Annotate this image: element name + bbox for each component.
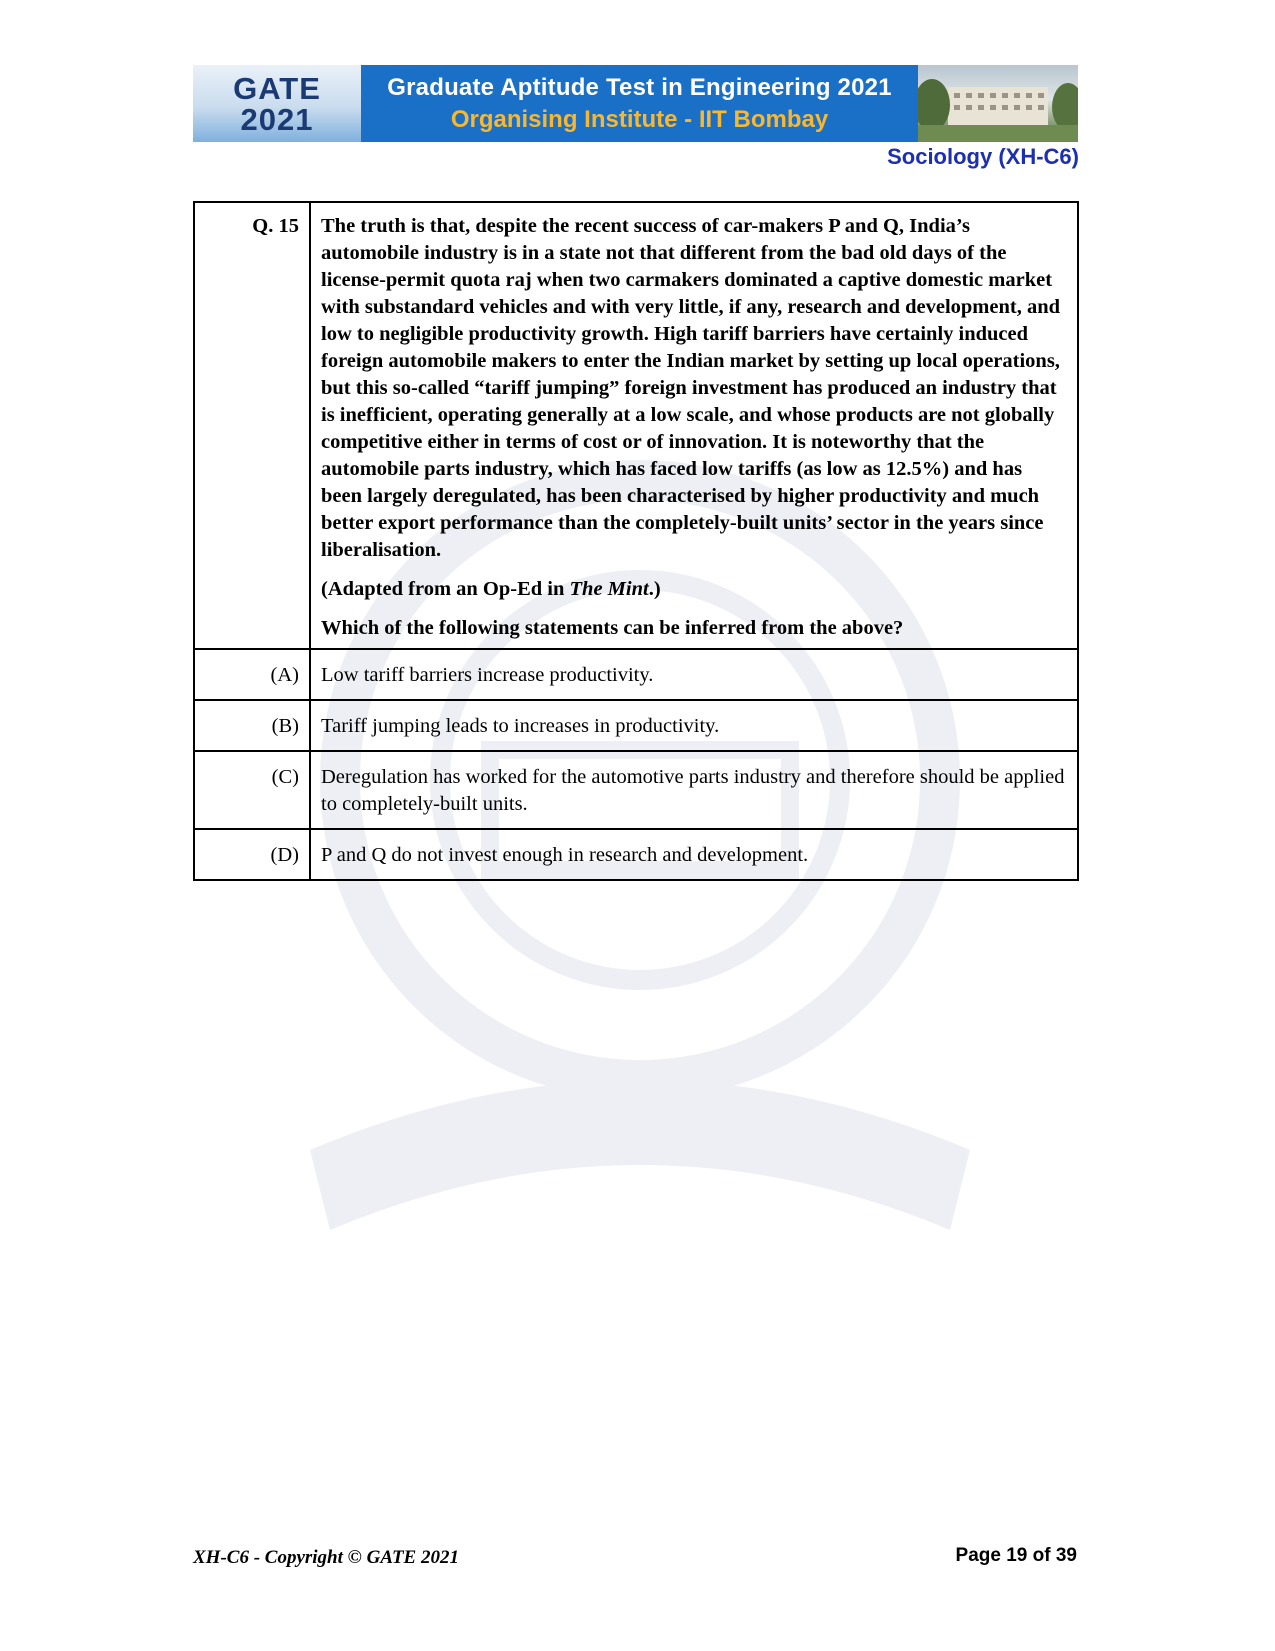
option-text: Tariff jumping leads to increases in productivity. bbox=[310, 700, 1078, 751]
question-prompt: Which of the following statements can be inferred from the above? bbox=[321, 617, 904, 639]
page-number: Page 19 of 39 bbox=[955, 1545, 1077, 1566]
option-row-d[interactable] bbox=[194, 829, 1078, 880]
option-row-a[interactable] bbox=[194, 649, 1078, 700]
subject-title: Sociology (XH-C6) bbox=[887, 144, 1079, 169]
question-source bbox=[321, 576, 1065, 603]
option-text: Low tariff barriers increase productivity. bbox=[310, 649, 1078, 700]
question-table bbox=[193, 201, 1079, 881]
option-row-c[interactable] bbox=[194, 751, 1078, 829]
option-text: Deregulation has worked for the automotive parts industry and therefore should be applied to completely-built units. bbox=[310, 751, 1078, 829]
source-publication: The Mint bbox=[569, 578, 649, 600]
option-text: P and Q do not invest enough in research and development. bbox=[310, 829, 1078, 880]
option-label: (D) bbox=[194, 829, 310, 880]
header-banner bbox=[361, 65, 918, 142]
banner-subtitle: Organising Institute - IIT Bombay bbox=[450, 105, 829, 133]
source-suffix: .) bbox=[648, 578, 661, 600]
footer-copyright: XH-C6 - Copyright © GATE 2021 bbox=[193, 1547, 459, 1568]
option-label: (B) bbox=[194, 700, 310, 751]
option-label: (C) bbox=[194, 751, 310, 829]
question-number: Q. 15 bbox=[252, 215, 299, 237]
page-header bbox=[193, 65, 1078, 142]
question-stem: The truth is that, despite the recent success of car-makers P and Q, India’s automobile industry is in a state not that different from the bad old days of the license-permit quota raj when two carmakers dominated a captive domestic market with substandard vehicles and with very little, if any, research and development, and low to negligible productivity growth. High tariff barriers have certainly induced foreign automobile makers to enter the Indian market by setting up local operations, but this so-called “tariff jumping” foreign investment has produced an industry that is inefficient, operating generally at a low scale, and whose products are not globally competitive either in terms of cost or of innovation. It is noteworthy that the automobile parts industry, which has faced low tariffs (as low as 12.5%) and has been largely deregulated, has been characterised by higher productivity and much better export performance than the completely-built units’ sector in the years since liberalisation. bbox=[321, 215, 1061, 561]
question-row bbox=[194, 202, 1078, 649]
gate-logo bbox=[193, 65, 361, 142]
campus-photo bbox=[918, 65, 1078, 142]
option-row-b[interactable] bbox=[194, 700, 1078, 751]
banner-title: Graduate Aptitude Test in Engineering 2021 bbox=[387, 73, 892, 101]
source-prefix: (Adapted from an Op-Ed in bbox=[321, 578, 570, 600]
option-label: (A) bbox=[194, 649, 310, 700]
logo-text-year: 2021 bbox=[240, 101, 314, 137]
logo-text-gate: GATE bbox=[233, 70, 321, 106]
